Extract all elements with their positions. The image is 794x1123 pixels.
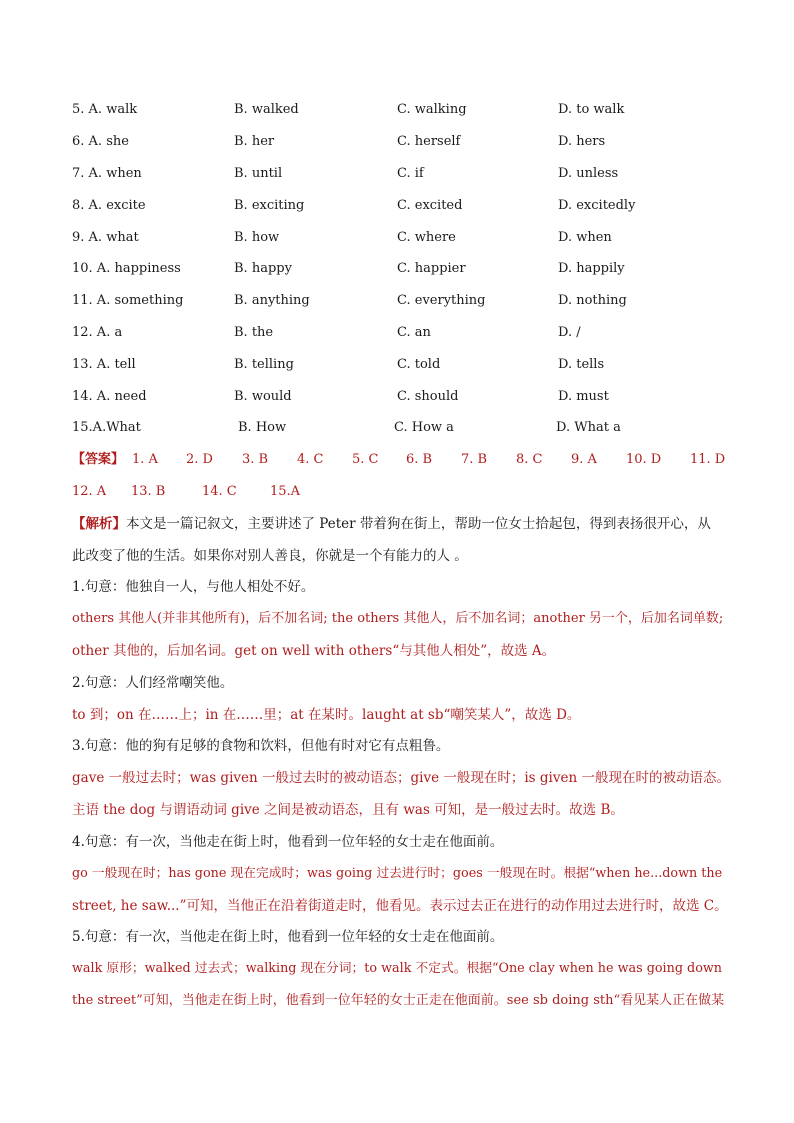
option-b: B. how bbox=[234, 230, 280, 245]
analysis-text: 本文是一篇记叙文，主要讲述了 Peter 带着狗在街上，帮助一位女士拾起包，得到表扬很开心，从 bbox=[126, 516, 711, 532]
option-a: 7. A. when bbox=[72, 166, 142, 181]
q5-heading: 5.句意：有一次，当他走在街上时，他看到一位年轻的女士走在他面前。 bbox=[72, 929, 504, 945]
answer-item: 14. C bbox=[202, 484, 237, 499]
option-b: B. the bbox=[234, 325, 274, 340]
option-b: B. How bbox=[238, 420, 287, 435]
option-d: D. must bbox=[558, 389, 609, 404]
q3-explanation: gave 一般过去时；was given 一般过去时的被动语态；give 一般现在时；is given 一般现在时的被动语态。 bbox=[72, 770, 730, 786]
answer-item: 15.A bbox=[270, 484, 301, 499]
q4-explanation: street, he saw...”可知，当他正在沿着街道走时，他看见。表示过去正在进行的动作用过去进行时，故选 C。 bbox=[72, 898, 728, 914]
answer-item: 3. B bbox=[242, 452, 269, 467]
option-d: D. nothing bbox=[558, 293, 627, 308]
answer-item: 8. C bbox=[516, 452, 543, 467]
option-row bbox=[72, 196, 732, 216]
option-d: D. happily bbox=[558, 261, 625, 276]
option-d: D. / bbox=[558, 325, 581, 340]
option-c: C. How a bbox=[394, 420, 454, 435]
option-c: C. told bbox=[397, 357, 441, 372]
option-row bbox=[72, 100, 732, 120]
option-row bbox=[72, 355, 732, 375]
option-d: D. hers bbox=[558, 134, 606, 149]
option-row bbox=[72, 323, 732, 343]
q1-heading: 1.句意：他独自一人，与他人相处不好。 bbox=[72, 579, 315, 595]
option-row bbox=[72, 164, 732, 184]
option-a: 15.A.What bbox=[72, 420, 141, 435]
option-row bbox=[72, 228, 732, 248]
option-c: C. walking bbox=[397, 102, 467, 117]
option-d: D. excitedly bbox=[558, 198, 636, 213]
q1-explanation: others 其他人(并非其他所有)，后不加名词; the others 其他人，后不加名词；another 另一个，后加名词单数; bbox=[72, 611, 724, 626]
option-b: B. telling bbox=[234, 357, 294, 372]
option-row bbox=[72, 132, 732, 152]
option-b: B. anything bbox=[234, 293, 310, 308]
q5-explanation: the street”可知，当他走在街上时，他看到一位年轻的女士正走在他面前。see sb doing sth“看见某人正在做某 bbox=[72, 993, 725, 1008]
option-a: 13. A. tell bbox=[72, 357, 136, 372]
option-c: C. happier bbox=[397, 261, 466, 276]
answer-item: 2. D bbox=[186, 452, 213, 467]
answer-item: 6. B bbox=[406, 452, 433, 467]
option-c: C. if bbox=[397, 166, 424, 181]
analysis-tag: 【解析】 bbox=[72, 516, 126, 532]
analysis-text: 此改变了他的生活。如果你对别人善良，你就是一个有能力的人 。 bbox=[72, 548, 468, 564]
option-a: 11. A. something bbox=[72, 293, 184, 308]
option-d: D. when bbox=[558, 230, 612, 245]
option-c: C. excited bbox=[397, 198, 463, 213]
answer-item: 5. C bbox=[352, 452, 379, 467]
option-b: B. until bbox=[234, 166, 283, 181]
answer-row bbox=[72, 482, 732, 502]
answer-item: 11. D bbox=[690, 452, 726, 467]
option-b: B. walked bbox=[234, 102, 299, 117]
option-c: C. an bbox=[397, 325, 431, 340]
q2-heading: 2.句意：人们经常嘲笑他。 bbox=[72, 675, 234, 691]
option-d: D. What a bbox=[556, 420, 621, 435]
option-b: B. her bbox=[234, 134, 275, 149]
answer-item: 1. A bbox=[132, 452, 158, 467]
option-row bbox=[72, 291, 732, 311]
answer-item: 10. D bbox=[626, 452, 662, 467]
q3-heading: 3.句意：他的狗有足够的食物和饮料，但他有时对它有点粗鲁。 bbox=[72, 738, 450, 754]
option-d: D. unless bbox=[558, 166, 619, 181]
option-a: 10. A. happiness bbox=[72, 261, 181, 276]
answer-item: 9. A bbox=[571, 452, 597, 467]
option-row bbox=[72, 418, 732, 438]
option-row bbox=[72, 387, 732, 407]
answer-row bbox=[72, 450, 732, 470]
option-d: D. tells bbox=[558, 357, 605, 372]
q3-explanation: 主语 the dog 与谓语动词 give 之间是被动语态，且有 was 可知，是一般过去时。故选 B。 bbox=[72, 802, 624, 818]
option-b: B. happy bbox=[234, 261, 292, 276]
q4-explanation: go 一般现在时；has gone 现在完成时；was going 过去进行时；goes 一般现在时。根据“when he...down the bbox=[72, 866, 723, 881]
q1-explanation: other 其他的，后加名词。get on well with others“与其他人相处”，故选 A。 bbox=[72, 643, 556, 659]
option-a: 14. A. need bbox=[72, 389, 147, 404]
answer-item: 12. A bbox=[72, 484, 107, 499]
option-a: 12. A. a bbox=[72, 325, 123, 340]
option-a: 6. A. she bbox=[72, 134, 129, 149]
option-a: 8. A. excite bbox=[72, 198, 146, 213]
option-b: B. exciting bbox=[234, 198, 305, 213]
option-a: 5. A. walk bbox=[72, 102, 138, 117]
option-c: C. herself bbox=[397, 134, 461, 149]
q5-explanation: walk 原形；walked 过去式；walking 现在分词；to walk 不定式。根据“One clay when he was going down bbox=[72, 961, 723, 976]
answer-item: 7. B bbox=[461, 452, 488, 467]
option-a: 9. A. what bbox=[72, 230, 139, 245]
answer-item: 4. C bbox=[297, 452, 324, 467]
answer-tag: 【答案】 bbox=[72, 452, 125, 467]
answer-item: 13. B bbox=[131, 484, 166, 499]
option-c: C. where bbox=[397, 230, 456, 245]
option-c: C. should bbox=[397, 389, 459, 404]
option-b: B. would bbox=[234, 389, 292, 404]
option-c: C. everything bbox=[397, 293, 486, 308]
option-row bbox=[72, 259, 732, 279]
q2-explanation: to 到；on 在……上；in 在……里；at 在某时。laught at sb“嘲笑某人”，故选 D。 bbox=[72, 707, 581, 723]
analysis-intro bbox=[72, 514, 732, 534]
q4-heading: 4.句意：有一次，当他走在街上时，他看到一位年轻的女士走在他面前。 bbox=[72, 834, 504, 850]
option-d: D. to walk bbox=[558, 102, 625, 117]
